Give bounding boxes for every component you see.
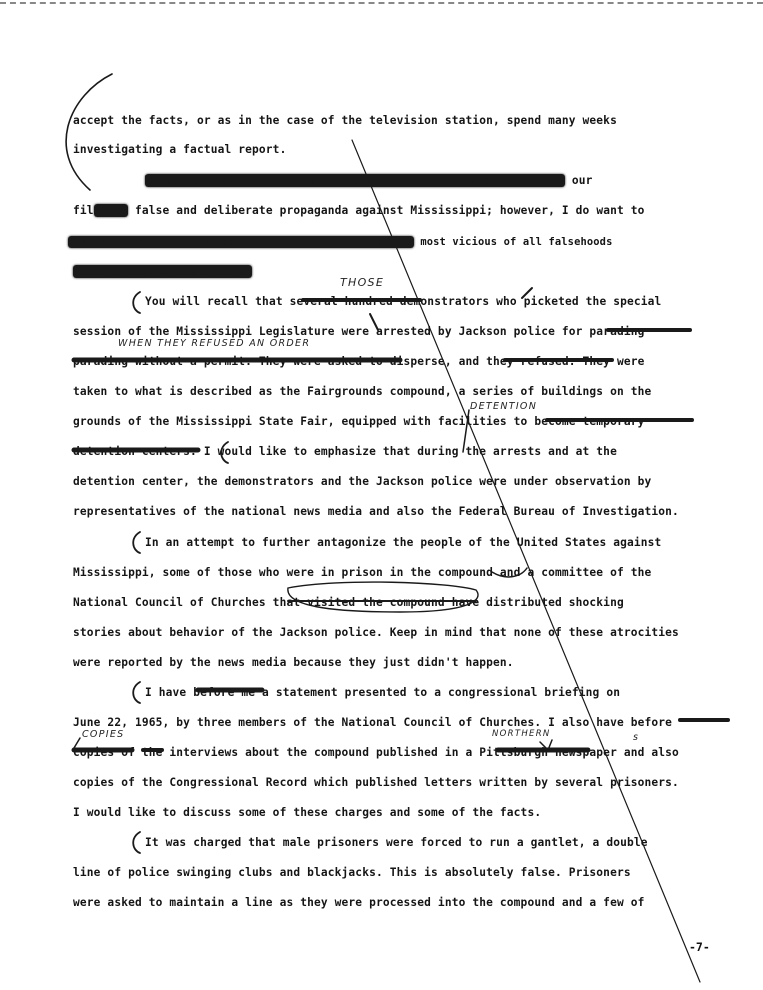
text-line-23: copies of the Congressional Record which published letters written by several prisoners. (73, 776, 679, 789)
text-line-14: representatives of the national news media and also the Federal Bureau of Investigation. (73, 505, 679, 518)
text-fragment: our (571, 174, 593, 187)
handwritten-northern: NORTHERN (492, 729, 551, 739)
page-number: -7- (689, 940, 710, 954)
scribbled-text: es of (93, 204, 129, 217)
text-line-8: session of the Mississippi Legislature were arrested by Jackson police for parading (73, 325, 645, 338)
text-fragment: false and deliberate propaganda against Mississippi; however, I do want to (128, 204, 645, 217)
text-line-5 (68, 235, 613, 248)
text-line-25: It was charged that male prisoners were forced to run a gantlet, a double (145, 836, 648, 849)
paragraph-bracket (133, 682, 140, 703)
text-line-13: detention center, the demonstrators and the Jackson police were under observation by (73, 475, 652, 488)
handwritten-when-refused: WHEN THEY REFUSED AN ORDER (118, 338, 311, 349)
text-line-9: parading without a permit. They were asked to disperse, and they refused. They were (73, 355, 645, 368)
text-line-4 (73, 204, 645, 217)
text-line-17: National Council of Churches that visited the compound have distributed shocking (73, 596, 624, 609)
text-line-15: In an attempt to further antagonize the people of the United States against (145, 536, 662, 549)
text-line-3 (73, 174, 593, 187)
scribbled-text: make some observations about what I consider to be the (68, 236, 414, 248)
scribbled-text: ever told about our state. (73, 265, 253, 278)
handwritten-copies: COPIES (82, 729, 125, 740)
text-line-6 (73, 265, 252, 278)
text-line-16: Mississippi, some of those who were in prison in the compound and a committee of the (73, 566, 652, 579)
text-line-20: I have before me a statement presented to a congressional briefing on (145, 686, 621, 699)
text-line-21: June 22, 1965, by three members of the National Council of Churches. I also have before (73, 716, 673, 729)
text-fragment: most vicious of all falsehoods (413, 236, 613, 248)
text-fragment: fil (73, 204, 94, 217)
text-line-22: copies of the interviews about the compound published in a Pittsburgh newspaper and also (73, 746, 679, 759)
text-line-27: were asked to maintain a line as they were processed into the compound and a few of (73, 896, 645, 909)
text-line-1: accept the facts, or as in the case of the television station, spend many weeks (73, 114, 617, 127)
diagonal-strike (352, 140, 700, 982)
paragraph-bracket (133, 292, 140, 313)
handwritten-plural-s: s (633, 732, 640, 743)
paragraph-bracket (133, 832, 140, 853)
scribbled-text: We do not have the time on this interview to discover all the (145, 174, 566, 187)
text-line-11: grounds of the Mississippi State Fair, equipped with facilities to become temporary (73, 415, 645, 428)
text-line-2: investigating a factual report. (73, 143, 287, 156)
text-line-19: were reported by the news media because they just didn't happen. (73, 656, 514, 669)
paragraph-bracket (133, 532, 140, 553)
text-line-10: taken to what is described as the Fairgrounds compound, a series of buildings on the (73, 385, 652, 398)
text-line-24: I would like to discuss some of these charges and some of the facts. (73, 806, 542, 819)
text-line-7: You will recall that several hundred demonstrators who picketed the special (145, 295, 662, 308)
text-line-18: stories about behavior of the Jackson police. Keep in mind that none of these atrocities (73, 626, 679, 639)
margin-bracket (66, 74, 112, 190)
text-line-26: line of police swinging clubs and blackjacks. This is absolutely false. Prisoners (73, 866, 631, 879)
text-line-12: detention centers. I would like to emphasize that during the arrests and at the (73, 445, 617, 458)
handwritten-those: THOSE (340, 276, 385, 289)
handwritten-detention: DETENTION (470, 401, 538, 412)
page-top-edge (0, 2, 763, 4)
